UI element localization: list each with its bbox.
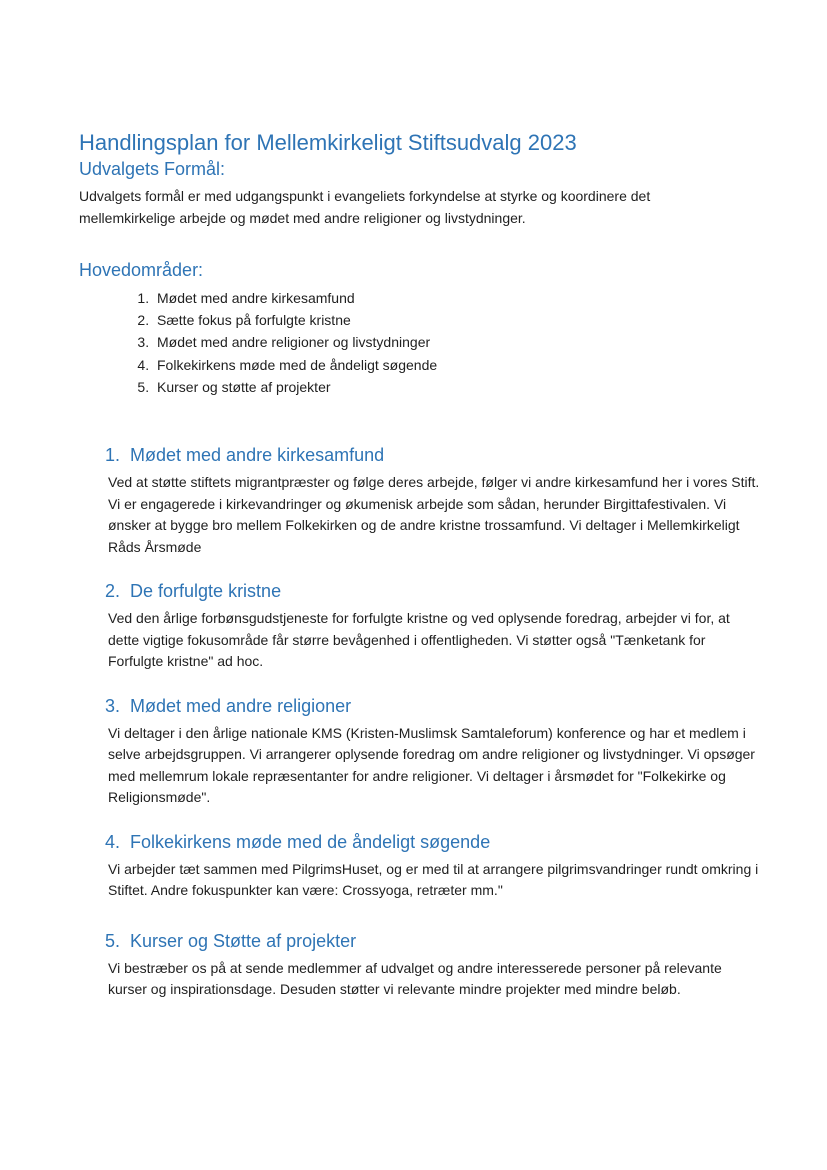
intro-paragraph: Udvalgets formål er med udgangspunkt i evangeliets forkyndelse at styrke og koordinere det mellemkirkelige arbejde og mødet med andre religioner og livstydninger. <box>79 188 651 226</box>
intro-heading: Udvalgets Formål: <box>79 159 226 179</box>
section-paragraph: Vi arbejder tæt sammen med PilgrimsHuset, og er med til at arrangere pilgrimsvandringer rundt omkring i Stiftet. Andre fokuspunkter kan være: Crossyoga, retræter mm." <box>108 860 759 899</box>
section-heading <box>105 695 748 717</box>
section-paragraph: Vi bestræber os på at sende medlemmer af udvalget og andre interesserede personer på relevante kurser og inspirationsdage. Desuden støtter vi relevante mindre projekter med mindre beløb. <box>108 959 722 998</box>
section-paragraph: Vi deltager i den årlige nationale KMS (Kristen-Muslimsk Samtaleforum) konference og har et medlem i selve arbejdsgruppen. Vi arrangerer oplysende foredrag om andre religioner og livstydninger. Vi opsøger med mellemrum lokale repræsentanter for andre religioner. Vi deltager i årsmødet for "Folkekirke og Religionsmøde". <box>108 724 755 806</box>
section-number: 3. <box>105 695 121 716</box>
main-area-item <box>153 309 748 331</box>
section-heading <box>105 444 748 466</box>
section-title: Folkekirkens møde med de åndeligt søgende <box>130 831 491 852</box>
section <box>105 444 760 558</box>
section-number: 2. <box>105 581 121 602</box>
section <box>105 695 755 809</box>
section-number: 5. <box>105 930 121 951</box>
section <box>105 580 748 673</box>
section-heading <box>105 831 748 853</box>
main-area-item-label: Mødet med andre religioner og livstydninger <box>157 334 431 351</box>
main-area-item-label: Folkekirkens møde med de åndeligt søgende <box>157 356 438 373</box>
document-title: Handlingsplan for Mellemkirkeligt Stiftsudvalg 2023 <box>79 130 577 155</box>
section-number: 1. <box>105 445 121 466</box>
section-title: De forfulgte kristne <box>130 581 282 602</box>
section-paragraph: Ved den årlige forbønsgudstjeneste for forfulgte kristne og ved oplysende foredrag, arbejder vi for, at dette vigtige fokusområde får større bevågenhed i offentligheden. Vi støtter også "Tænketank for Forfulgte kristne" ad hoc. <box>108 610 730 670</box>
section-title: Mødet med andre religioner <box>130 695 352 716</box>
main-area-item <box>153 331 748 353</box>
main-area-item <box>153 354 748 376</box>
section-number: 4. <box>105 831 121 852</box>
main-area-item-label: Kurser og støtte af projekter <box>157 378 331 395</box>
section <box>105 831 759 902</box>
section-title: Mødet med andre kirkesamfund <box>130 445 385 466</box>
section <box>105 930 748 1001</box>
main-areas-list <box>79 287 748 398</box>
section-title: Kurser og Støtte af projekter <box>130 930 357 951</box>
section-heading <box>105 580 748 602</box>
main-area-item <box>153 287 748 309</box>
sections-container <box>105 444 760 1001</box>
section-paragraph: Ved at støtte stiftets migrantpræster og følge deres arbejde, følger vi andre kirkesamfund her i vores Stift. Vi er engagerede i kirkevandringer og økumenisk arbejde som sådan, herunder Birgittafestivalen. Vi ønsker at bygge bro mellem Folkekirken og de andre kristne trossamfund. Vi deltager i Mellemkirkeligt Råds Årsmøde <box>108 474 760 555</box>
section-heading <box>105 930 748 952</box>
main-area-item <box>153 376 748 398</box>
main-area-item-label: Mødet med andre kirkesamfund <box>157 290 355 306</box>
main-areas-heading: Hovedområder: <box>79 260 204 280</box>
main-area-item-label: Sætte fokus på forfulgte kristne <box>157 312 351 329</box>
